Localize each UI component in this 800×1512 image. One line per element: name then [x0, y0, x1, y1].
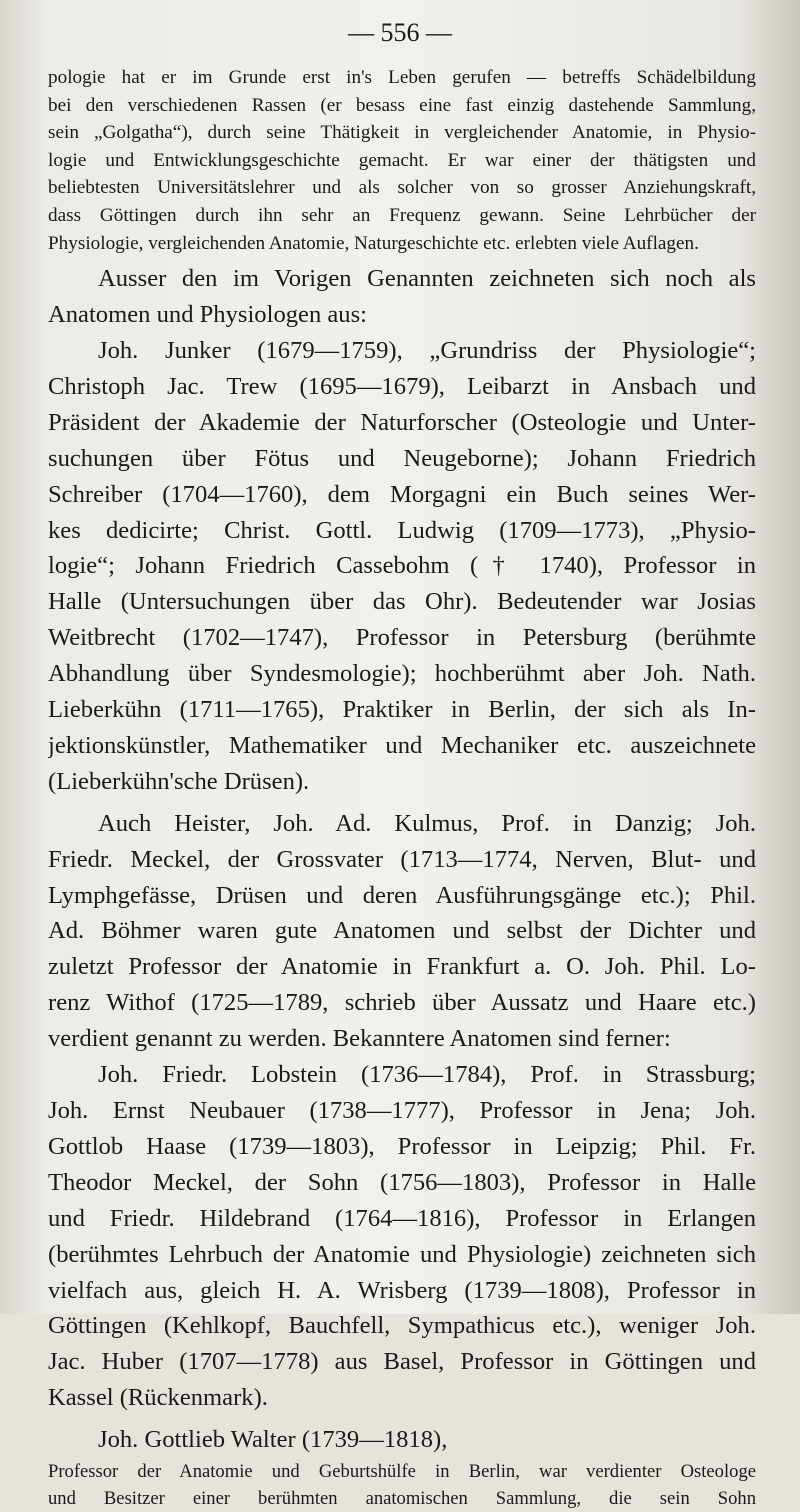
text-line: Joh. Gottlieb Walter (1739—1818),: [98, 1426, 448, 1454]
text-line: (Lieberkühn'sche Drüsen).: [48, 767, 310, 795]
paragraph-lobstein-huber: [48, 1057, 756, 1416]
text-line: Präsident der Akademie der Naturforscher (Osteologie und Unter-: [48, 408, 756, 436]
text-line: und Besitzer einer berühmten anatomischen Sammlung, die sein Sohn: [48, 1488, 756, 1510]
text-line: Friedr. Meckel, der Grossvater (1713—1774, Nerven, Blut- und: [48, 845, 756, 873]
text-line: Joh. Friedr. Lobstein (1736—1784), Prof. in Strassburg;: [98, 1061, 756, 1089]
page-number: — 556 —: [348, 18, 452, 47]
text-line: verdient genannt zu werden. Bekanntere Anatomen sind ferner:: [48, 1025, 671, 1053]
text-line: Jac. Huber (1707—1778) aus Basel, Professor in Göttingen und: [48, 1348, 756, 1376]
text-line: Joh. Junker (1679—1759), „Grundriss der Physiologie“;: [98, 336, 756, 364]
text-line: jektionskünstler, Mathematiker und Mechaniker etc. auszeichnete: [48, 731, 756, 759]
text-line: kes dedicirte; Christ. Gottl. Ludwig (1709—1773), „Physio-: [48, 516, 756, 544]
body-text: [48, 64, 756, 1512]
text-line: Weitbrecht (1702—1747), Professor in Petersburg (berühmte: [48, 624, 756, 652]
text-line: bei den verschiedenen Rassen (er besass eine fast einzig dastehende Sammlung,: [48, 94, 756, 116]
text-line: Ad. Böhmer waren gute Anatomen und selbst der Dichter und: [48, 917, 756, 945]
text-line: dass Göttingen durch ihn sehr an Frequenz gewann. Seine Lehrbücher der: [48, 204, 756, 226]
paragraph-blumenbach-continuation: [48, 64, 756, 257]
text-line: Theodor Meckel, der Sohn (1756—1803), Professor in Halle: [48, 1168, 756, 1196]
text-line: zuletzt Professor der Anatomie in Frankfurt a. O. Joh. Phil. Lo-: [48, 953, 756, 981]
paragraph-walter-heading: [48, 1422, 756, 1458]
text-line: suchungen über Fötus und Neugeborne); Johann Friedrich: [48, 444, 756, 472]
text-line: Halle (Untersuchungen über das Ohr). Bedeutender war Josias: [48, 588, 756, 616]
text-line: Auch Heister, Joh. Ad. Kulmus, Prof. in Danzig; Joh.: [98, 809, 756, 837]
text-line: Abhandlung über Syndesmologie); hochberühmt aber Joh. Nath.: [48, 660, 756, 688]
text-line: logie und Entwicklungsgeschichte gemacht. Er war einer der thätigsten und: [48, 149, 756, 171]
text-line: Gottlob Haase (1739—1803), Professor in Leipzig; Phil. Fr.: [48, 1132, 756, 1160]
text-line: logie“; Johann Friedrich Cassebohm († 1740), Professor in: [48, 552, 756, 580]
paragraph-heister-withof: [48, 806, 756, 1057]
text-line: Professor der Anatomie und Geburtshülfe in Berlin, war verdienter Osteologe: [48, 1461, 756, 1483]
text-line: Physiologie, vergleichenden Anatomie, Naturgeschichte etc. erlebten viele Auflagen.: [48, 232, 699, 254]
text-line: Lymphgefässe, Drüsen und deren Ausführungsgänge etc.); Phil.: [48, 881, 756, 909]
text-line: Lieberkühn (1711—1765), Praktiker in Berlin, der sich als In-: [48, 696, 756, 724]
text-line: Anatomen und Physiologen aus:: [48, 301, 368, 329]
text-line: Christoph Jac. Trew (1695—1679), Leibarzt in Ansbach und: [48, 372, 756, 400]
text-line: Schreiber (1704—1760), dem Morgagni ein Buch seines Wer-: [48, 480, 756, 508]
text-line: beliebtesten Universitätslehrer und als solcher von so grosser Anziehungskraft,: [48, 177, 756, 199]
text-line: und Friedr. Hildebrand (1764—1816), Professor in Erlangen: [48, 1204, 756, 1232]
text-line: Ausser den im Vorigen Genannten zeichneten sich noch als: [98, 265, 756, 293]
text-line: renz Withof (1725—1789, schrieb über Aussatz und Haare etc.): [48, 989, 756, 1017]
text-line: Joh. Ernst Neubauer (1738—1777), Professor in Jena; Joh.: [48, 1097, 756, 1124]
text-line: Göttingen (Kehlkopf, Bauchfell, Sympathicus etc.), weniger Joh.: [48, 1312, 756, 1340]
text-line: pologie hat er im Grunde erst in's Leben gerufen — betreffs Schädelbildung: [48, 67, 756, 88]
paragraph-junker-lieberkuehn: [48, 333, 756, 800]
text-line: Kassel (Rückenmark).: [48, 1384, 268, 1412]
text-line: vielfach aus, gleich H. A. Wrisberg (1739—1808), Professor in: [48, 1276, 756, 1304]
text-line: (berühmtes Lehrbuch der Anatomie und Physiologie) zeichneten sich: [48, 1240, 756, 1268]
text-line: sein „Golgatha“), durch seine Thätigkeit in vergleichender Anatomie, in Physio-: [48, 122, 756, 144]
paragraph-intro-anatomists: [48, 261, 756, 333]
paragraph-walter-description: [48, 1458, 756, 1512]
